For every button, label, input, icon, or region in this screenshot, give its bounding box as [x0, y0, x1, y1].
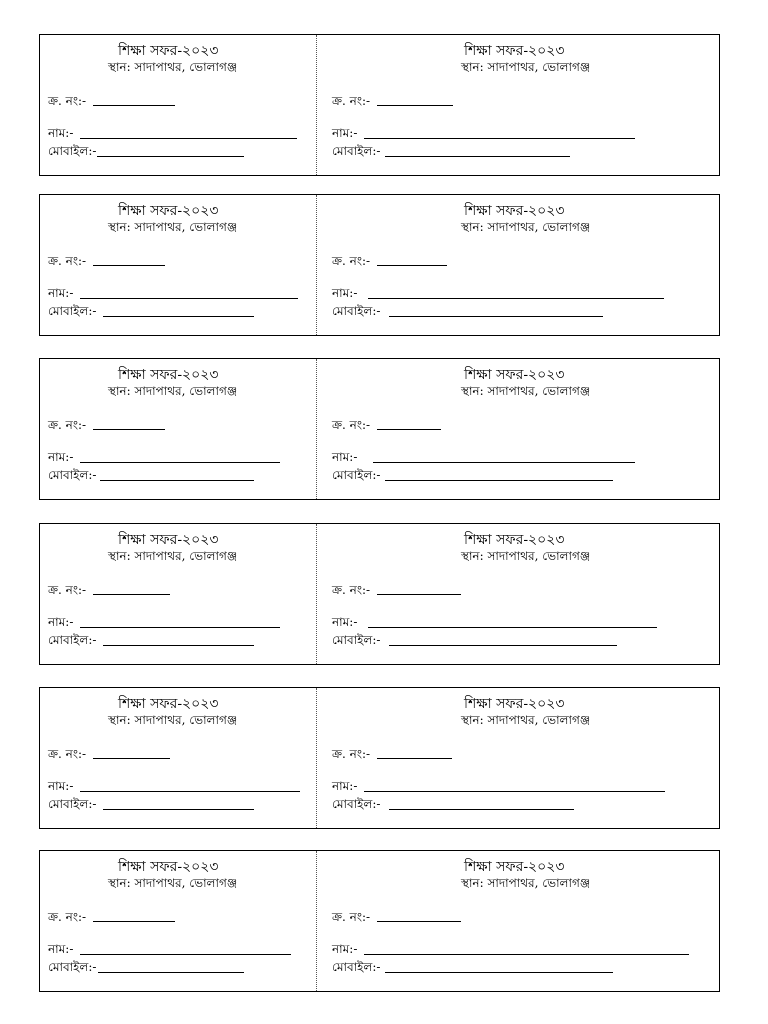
ticket-title: শিক্ষা সফর-২০২৩: [118, 43, 219, 59]
mobile-input-line[interactable]: [389, 316, 603, 317]
ticket-place: স্থান: সাদাপাথর, ভোলাগঞ্জ: [461, 713, 591, 727]
serial-label: ক্র. নং:-: [48, 910, 87, 924]
name-input-line[interactable]: [80, 138, 297, 139]
name-input-line[interactable]: [368, 298, 664, 299]
mobile-input-line[interactable]: [385, 480, 613, 481]
ticket-title: শিক্ষা সফর-২০২৩: [464, 532, 565, 548]
mobile-label: মোবাইল:-: [48, 468, 97, 482]
ticket-stub: [40, 195, 316, 335]
serial-input-line[interactable]: [377, 921, 461, 922]
ticket-place: স্থান: সাদাপাথর, ভোলাগঞ্জ: [108, 220, 238, 234]
serial-input-line[interactable]: [93, 594, 170, 595]
mobile-input-line[interactable]: [97, 156, 244, 157]
serial-label: ক্র. নং:-: [48, 583, 87, 597]
name-input-line[interactable]: [80, 462, 280, 463]
mobile-label: মোবাইল:-: [48, 633, 97, 647]
ticket-title: শিক্ষা সফর-২০২৩: [118, 203, 219, 219]
serial-input-line[interactable]: [377, 265, 447, 266]
name-input-line[interactable]: [80, 791, 300, 792]
mobile-label: মোবাইল:-: [48, 960, 97, 974]
serial-input-line[interactable]: [377, 429, 441, 430]
ticket-place: স্থান: সাদাপাথর, ভোলাগঞ্জ: [461, 220, 591, 234]
mobile-label: মোবাইল:-: [332, 633, 381, 647]
ticket-place: স্থান: সাদাপাথর, ভোলাগঞ্জ: [108, 876, 238, 890]
serial-label: ক্র. নং:-: [332, 254, 371, 268]
name-input-line[interactable]: [373, 462, 635, 463]
serial-input-line[interactable]: [377, 105, 453, 106]
ticket-title: শিক্ষা সফর-২০২৩: [464, 367, 565, 383]
ticket-place: স্থান: সাদাপাথর, ভোলাগঞ্জ: [108, 549, 238, 563]
ticket-place: স্থান: সাদাপাথর, ভোলাগঞ্জ: [461, 549, 591, 563]
ticket-row: [39, 687, 720, 829]
ticket-place: স্থান: সাদাপাথর, ভোলাগঞ্জ: [108, 384, 238, 398]
ticket-title: শিক্ষা সফর-২০২৩: [118, 859, 219, 875]
ticket-title: শিক্ষা সফর-২০২৩: [464, 696, 565, 712]
name-label: নাম:-: [332, 942, 358, 956]
serial-input-line[interactable]: [93, 758, 170, 759]
ticket-place: স্থান: সাদাপাথর, ভোলাগঞ্জ: [461, 876, 591, 890]
ticket-stub: [40, 359, 316, 499]
ticket-row: [39, 850, 720, 992]
mobile-input-line[interactable]: [389, 645, 617, 646]
name-input-line[interactable]: [80, 954, 291, 955]
ticket-stub: [40, 851, 316, 991]
ticket-title: শিক্ষা সফর-২০২৩: [464, 859, 565, 875]
ticket-stub: [40, 35, 316, 175]
serial-label: ক্র. নং:-: [332, 418, 371, 432]
name-label: নাম:-: [332, 286, 358, 300]
mobile-label: মোবাইল:-: [332, 797, 381, 811]
serial-input-line[interactable]: [377, 758, 452, 759]
serial-label: ক্র. নং:-: [332, 583, 371, 597]
mobile-input-line[interactable]: [389, 809, 574, 810]
mobile-label: মোবাইল:-: [332, 960, 381, 974]
ticket-row: [39, 358, 720, 500]
mobile-input-line[interactable]: [103, 809, 254, 810]
serial-input-line[interactable]: [93, 921, 175, 922]
ticket-stub: [40, 524, 316, 664]
mobile-label: মোবাইল:-: [332, 304, 381, 318]
name-label: নাম:-: [332, 126, 358, 140]
name-label: নাম:-: [48, 615, 74, 629]
ticket-title: শিক্ষা সফর-২০২৩: [118, 696, 219, 712]
serial-label: ক্র. নং:-: [48, 254, 87, 268]
name-label: নাম:-: [332, 779, 358, 793]
name-label: নাম:-: [48, 779, 74, 793]
mobile-input-line[interactable]: [385, 972, 613, 973]
ticket-title: শিক্ষা সফর-২০২৩: [464, 203, 565, 219]
name-label: নাম:-: [48, 942, 74, 956]
mobile-label: মোবাইল:-: [48, 797, 97, 811]
name-label: নাম:-: [48, 286, 74, 300]
mobile-input-line[interactable]: [103, 645, 254, 646]
ticket-stub: [40, 688, 316, 828]
name-label: নাম:-: [332, 450, 358, 464]
ticket-row: [39, 34, 720, 176]
mobile-label: মোবাইল:-: [48, 144, 97, 158]
ticket-stub: [317, 688, 719, 828]
mobile-label: মোবাইল:-: [332, 144, 381, 158]
name-label: নাম:-: [332, 615, 358, 629]
mobile-label: মোবাইল:-: [48, 304, 97, 318]
name-input-line[interactable]: [364, 954, 689, 955]
name-input-line[interactable]: [80, 298, 298, 299]
mobile-input-line[interactable]: [98, 972, 244, 973]
ticket-title: শিক্ষা সফর-২০২৩: [118, 367, 219, 383]
ticket-place: স্থান: সাদাপাথর, ভোলাগঞ্জ: [108, 713, 238, 727]
name-input-line[interactable]: [80, 627, 280, 628]
ticket-title: শিক্ষা সফর-২০২৩: [118, 532, 219, 548]
name-input-line[interactable]: [364, 138, 635, 139]
ticket-stub: [317, 851, 719, 991]
serial-input-line[interactable]: [377, 594, 461, 595]
serial-label: ক্র. নং:-: [48, 747, 87, 761]
serial-label: ক্র. নং:-: [332, 94, 371, 108]
ticket-row: [39, 194, 720, 336]
serial-input-line[interactable]: [93, 265, 165, 266]
serial-label: ক্র. নং:-: [332, 747, 371, 761]
ticket-title: শিক্ষা সফর-২০২৩: [464, 43, 565, 59]
ticket-stub: [317, 35, 719, 175]
name-label: নাম:-: [48, 126, 74, 140]
serial-input-line[interactable]: [93, 105, 175, 106]
name-input-line[interactable]: [364, 791, 665, 792]
ticket-place: স্থান: সাদাপাথর, ভোলাগঞ্জ: [461, 384, 591, 398]
ticket-stub: [317, 195, 719, 335]
name-label: নাম:-: [48, 450, 74, 464]
mobile-input-line[interactable]: [100, 480, 254, 481]
ticket-stub: [317, 359, 719, 499]
serial-label: ক্র. নং:-: [48, 94, 87, 108]
serial-label: ক্র. নং:-: [48, 418, 87, 432]
mobile-input-line[interactable]: [385, 156, 570, 157]
ticket-place: স্থান: সাদাপাথর, ভোলাগঞ্জ: [108, 60, 238, 74]
mobile-label: মোবাইল:-: [332, 468, 381, 482]
name-input-line[interactable]: [368, 627, 657, 628]
ticket-stub: [317, 524, 719, 664]
serial-label: ক্র. নং:-: [332, 910, 371, 924]
mobile-input-line[interactable]: [103, 316, 254, 317]
serial-input-line[interactable]: [93, 429, 165, 430]
ticket-row: [39, 523, 720, 665]
ticket-place: স্থান: সাদাপাথর, ভোলাগঞ্জ: [461, 60, 591, 74]
